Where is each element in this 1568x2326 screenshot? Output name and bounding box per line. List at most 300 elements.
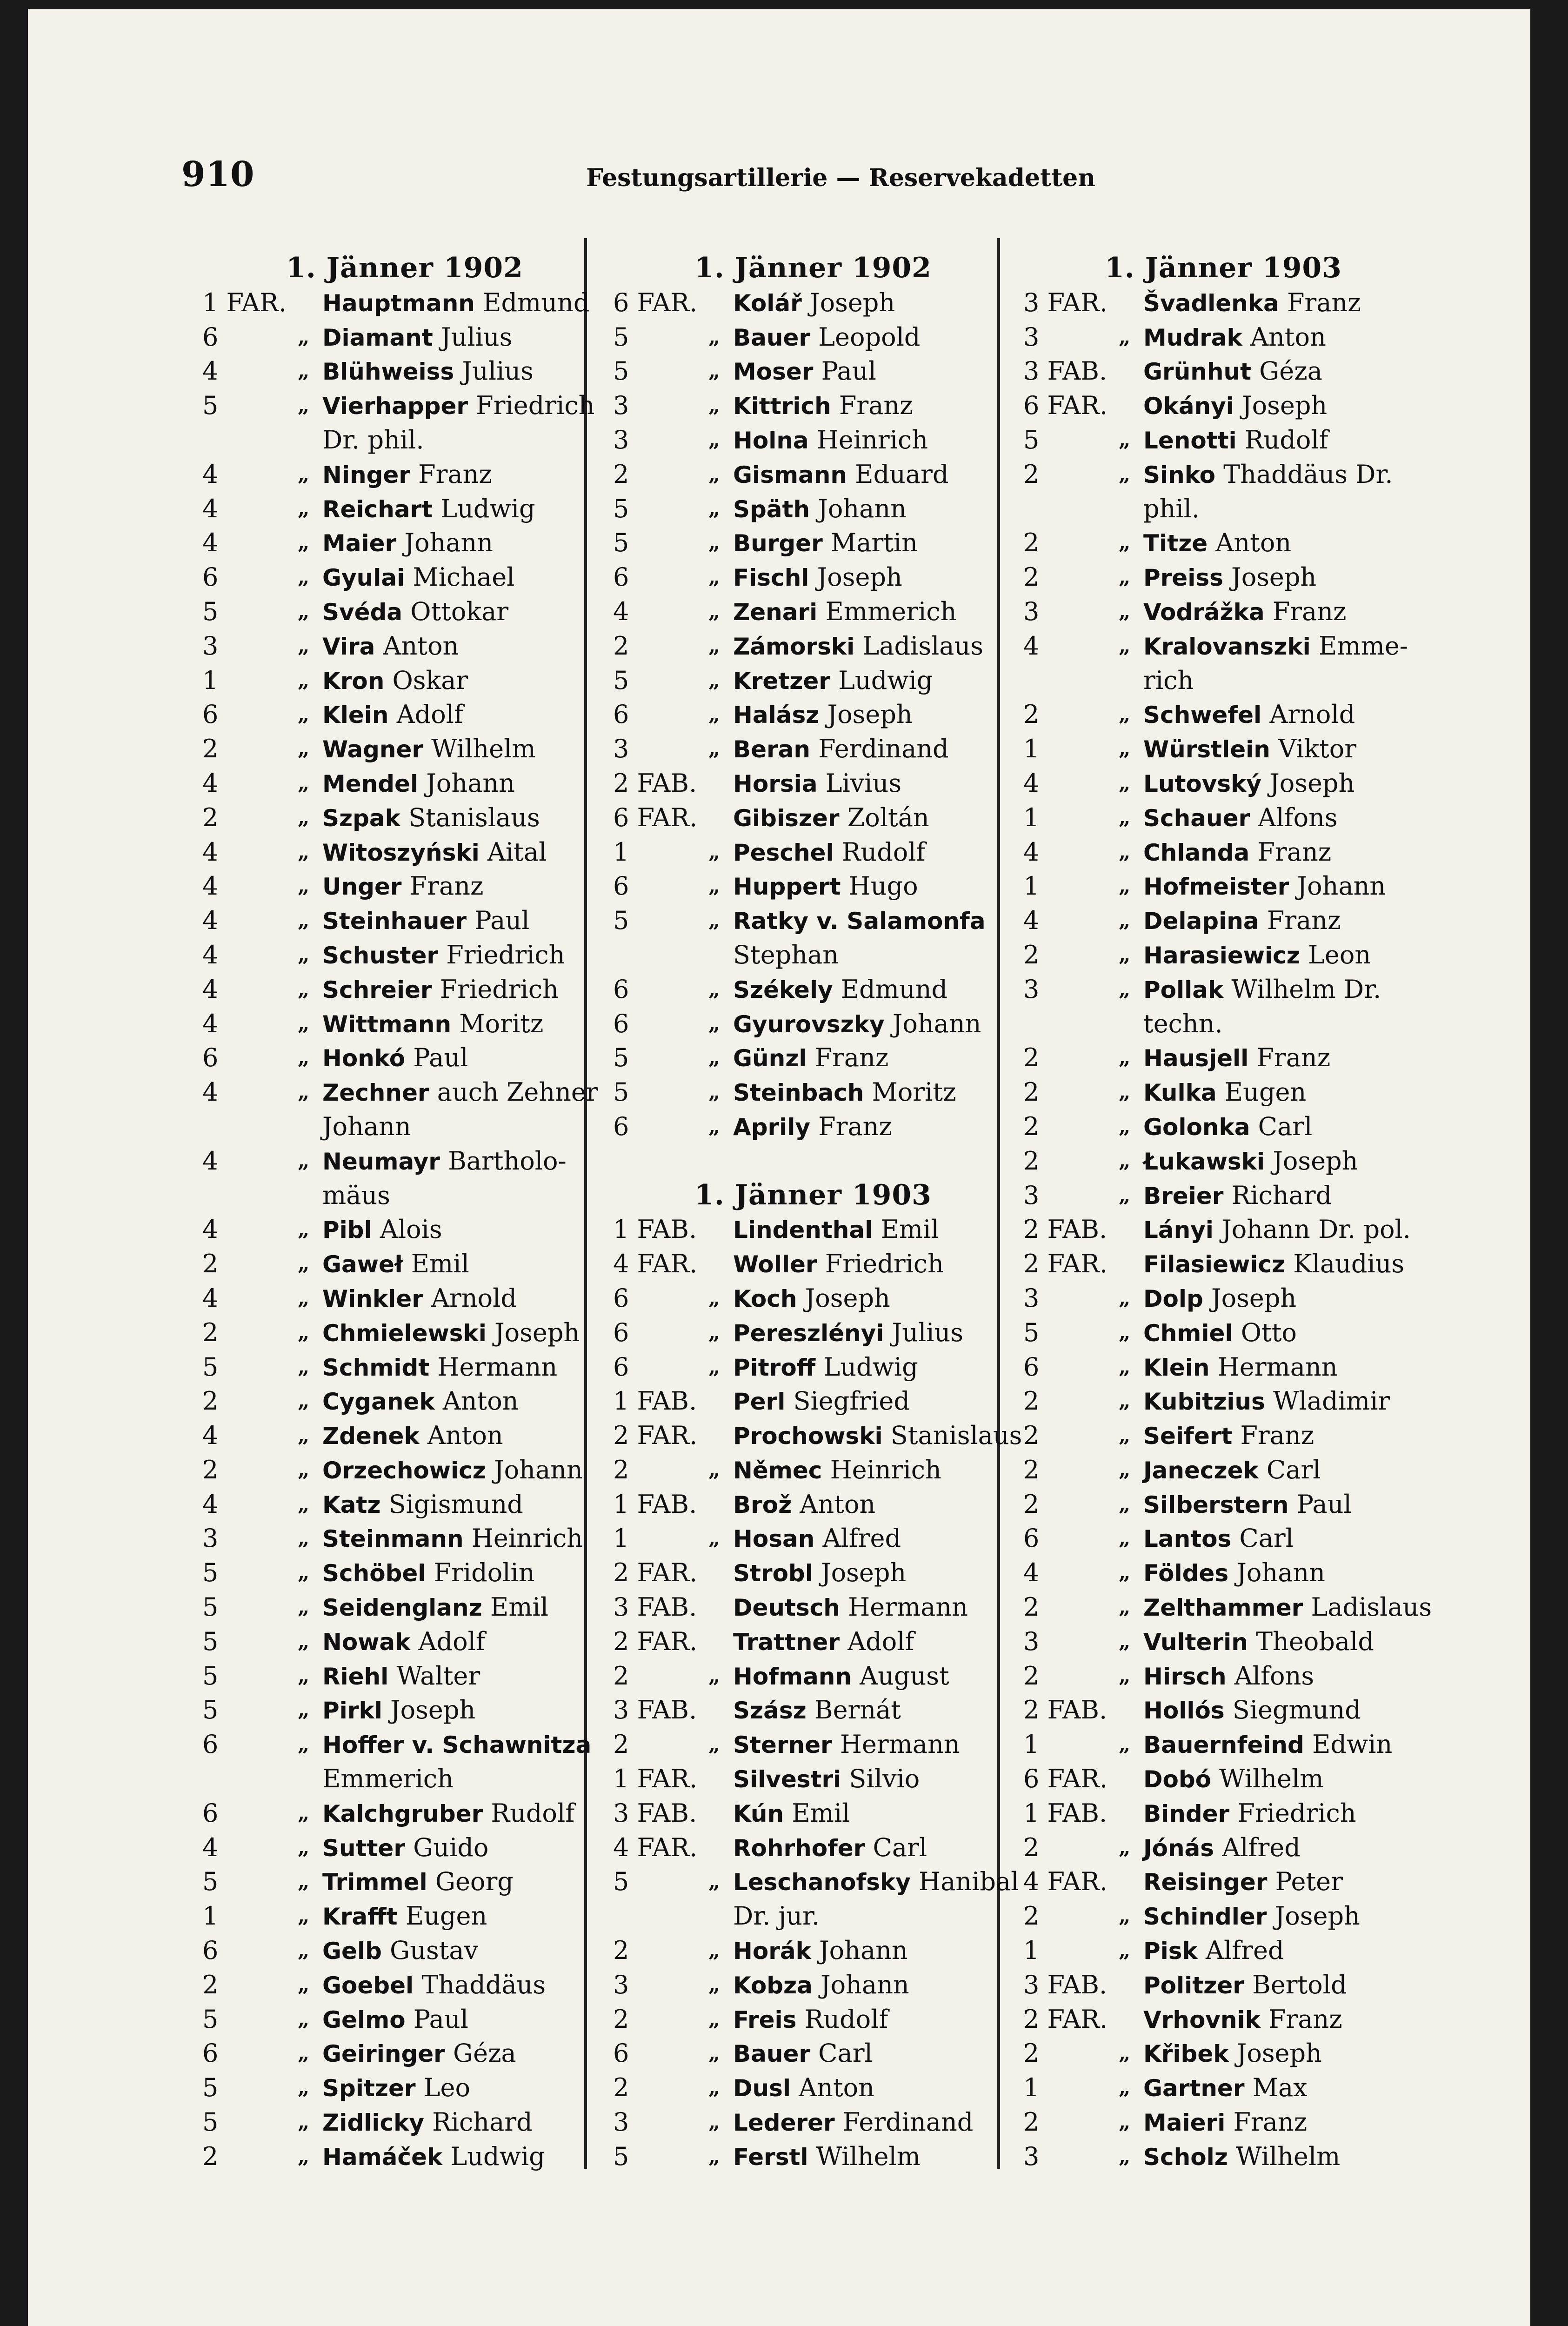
regiment-number: 2 — [1023, 1421, 1040, 1450]
person-name — [1143, 354, 1322, 389]
person-name — [322, 732, 536, 767]
ditto-mark: „ — [298, 1972, 310, 1997]
regiment-number: 6 — [613, 700, 629, 729]
regiment-number: 4 — [202, 356, 219, 386]
regiment-number: 2 FAR. — [1023, 1249, 1108, 1279]
surname: Lenotti — [1143, 427, 1237, 454]
regiment-number: 4 — [202, 1146, 219, 1176]
given-name: Johann — [1289, 871, 1386, 901]
person-name — [1143, 2071, 1308, 2106]
regiment-number: 2 — [1023, 1661, 1040, 1691]
given-name: Ludwig — [442, 2141, 545, 2171]
ditto-mark: „ — [1119, 2041, 1131, 2065]
list-item — [202, 766, 607, 801]
regiment-number: 1 — [1023, 871, 1040, 901]
surname: Blühweiss — [322, 358, 454, 386]
given-name: Ludwig — [433, 494, 535, 523]
surname: Reichart — [322, 495, 433, 523]
given-name: Johann — [1228, 1558, 1325, 1588]
given-name: Ottokar — [402, 596, 509, 626]
regiment-number: 6 — [202, 1936, 219, 1965]
surname: Horák — [733, 1938, 811, 1965]
ditto-mark: „ — [708, 1114, 721, 1138]
list-item — [613, 2036, 1013, 2071]
regiment-number: 2 — [1023, 1455, 1040, 1484]
person-name — [322, 457, 492, 493]
list-item — [1023, 2036, 1423, 2071]
ditto-mark: „ — [708, 394, 721, 418]
surname: Wagner — [322, 736, 424, 763]
regiment-number: 4 — [1023, 631, 1040, 661]
surname: Halász — [733, 702, 820, 729]
ditto-mark: „ — [1119, 977, 1131, 1001]
surname: Lutovský — [1143, 770, 1261, 797]
given-name: Carl — [1258, 1455, 1321, 1484]
given-name: Heinrich — [463, 1524, 583, 1553]
given-name: Carl — [1231, 1524, 1294, 1553]
list-item — [202, 1350, 607, 1384]
ditto-mark: „ — [708, 428, 721, 452]
given-name: Hermann — [1209, 1352, 1338, 1382]
surname: Kretzer — [733, 667, 830, 695]
ditto-mark: „ — [298, 2110, 310, 2134]
ditto-mark: „ — [298, 1835, 310, 1859]
given-name: Martin — [822, 528, 918, 558]
list-item — [202, 1418, 607, 1453]
person-name — [322, 1144, 567, 1179]
person-name — [733, 629, 983, 664]
surname: Lantos — [1143, 1525, 1232, 1553]
document-page — [28, 9, 1530, 2326]
list-item — [1023, 1521, 1423, 1556]
list-item — [1023, 286, 1423, 320]
person-name — [322, 1899, 487, 1934]
given-name: Johann — [486, 1455, 583, 1484]
surname: Harasiewicz — [1143, 942, 1300, 969]
list-item — [202, 595, 607, 629]
ditto-mark: „ — [1119, 1938, 1131, 1963]
person-name — [1143, 526, 1291, 561]
list-item — [613, 457, 1013, 492]
list-item — [202, 2139, 607, 2174]
regiment-number: 5 — [202, 2073, 219, 2103]
person-name — [1143, 1453, 1321, 1488]
person-name — [1143, 320, 1326, 355]
ditto-mark: „ — [298, 840, 310, 864]
list-item — [613, 1659, 1013, 1693]
person-name — [1143, 1624, 1374, 1660]
given-name: Géza — [445, 2039, 516, 2068]
ditto-mark: „ — [298, 1870, 310, 1894]
given-name: Klaudius — [1285, 1249, 1405, 1279]
surname: Pitroff — [733, 1354, 816, 1381]
list-item — [613, 1418, 1022, 1453]
list-item — [202, 1727, 607, 1762]
person-name — [322, 1693, 475, 1728]
surname: Schreier — [322, 976, 432, 1003]
surname: Goebel — [322, 1972, 414, 1999]
regiment-number: 5 — [202, 2004, 219, 2034]
surname: Schindler — [1143, 1903, 1267, 1931]
person-name — [322, 1796, 574, 1831]
given-name: Bartholo- — [440, 1146, 567, 1176]
ditto-mark: „ — [1119, 840, 1131, 864]
given-name: Carl — [1250, 1111, 1313, 1141]
person-name — [733, 766, 901, 802]
person-name — [1143, 1693, 1361, 1728]
list-item — [202, 1590, 607, 1624]
regiment-number: 5 — [613, 528, 629, 558]
surname: Silberstern — [1143, 1491, 1289, 1518]
given-name: Peter — [1267, 1867, 1343, 1897]
given-name: Anton — [419, 1421, 503, 1450]
person-name — [1143, 766, 1354, 802]
given-name: Johann — [811, 1936, 908, 1965]
entry-continuation — [202, 1110, 607, 1144]
regiment-number: 2 FAR. — [1023, 2004, 1108, 2034]
given-name: Franz — [1248, 1043, 1331, 1073]
ditto-mark: „ — [1119, 1629, 1131, 1653]
list-item — [1023, 869, 1423, 903]
surname: Horsia — [733, 770, 818, 797]
list-item — [1023, 1933, 1423, 1968]
person-name — [322, 1007, 543, 1042]
ditto-mark: „ — [708, 599, 721, 623]
surname: Gartner — [1143, 2075, 1245, 2102]
list-item — [202, 1007, 607, 1041]
given-name: Silvio — [841, 1764, 920, 1794]
surname: Kubitzius — [1143, 1388, 1265, 1416]
given-name: Anton — [792, 1489, 876, 1519]
given-name: Adolf — [839, 1626, 914, 1656]
surname: Bauer — [733, 2040, 811, 2068]
ditto-mark: „ — [298, 737, 310, 761]
list-item — [202, 1453, 607, 1487]
surname: Koch — [733, 1285, 797, 1312]
ditto-mark: „ — [1119, 1114, 1131, 1138]
person-name — [733, 354, 876, 389]
ditto-mark: „ — [708, 2076, 721, 2100]
ditto-mark: „ — [708, 668, 721, 692]
surname: Woller — [733, 1251, 817, 1278]
ditto-mark: „ — [298, 702, 310, 727]
list-item — [613, 2139, 1013, 2174]
person-name — [1143, 903, 1341, 939]
surname: Katz — [322, 1491, 381, 1518]
person-name — [733, 286, 895, 321]
person-name — [733, 1041, 888, 1076]
surname: Gismann — [733, 461, 847, 488]
surname: Maieri — [1143, 2109, 1226, 2137]
list-item — [613, 1075, 1013, 1110]
regiment-number: 4 FAR. — [613, 1249, 698, 1279]
surname: Chmielewski — [322, 1319, 487, 1347]
surname: Brož — [733, 1491, 792, 1518]
ditto-mark: „ — [298, 1217, 310, 1242]
list-item — [1023, 1831, 1423, 1865]
person-name — [733, 560, 902, 595]
regiment-number: 6 — [202, 562, 219, 592]
surname: Delapina — [1143, 908, 1259, 935]
given-name: Max — [1244, 2073, 1308, 2103]
regiment-number: 2 — [202, 802, 219, 832]
given-name: Wilhelm — [423, 734, 536, 764]
given-name: Gustav — [381, 1936, 479, 1965]
person-name — [733, 1933, 908, 1969]
person-name — [322, 526, 493, 561]
given-name: Thaddäus — [414, 1970, 546, 1999]
ditto-mark: „ — [1119, 1835, 1131, 1859]
surname: Kron — [322, 667, 385, 695]
given-name: Joseph — [1223, 562, 1317, 592]
surname: Witoszyński — [322, 839, 480, 866]
person-name — [322, 286, 589, 321]
given-name: Hermann — [429, 1352, 558, 1382]
ditto-mark: „ — [298, 1904, 310, 1928]
person-name — [322, 801, 540, 836]
ditto-mark: „ — [298, 531, 310, 555]
person-name — [1143, 938, 1371, 973]
given-name: Hanibal — [910, 1867, 1019, 1897]
regiment-number: 6 — [613, 1283, 629, 1313]
ditto-mark: „ — [298, 805, 310, 829]
given-name: Leon — [1300, 940, 1371, 969]
regiment-number: 3 — [1023, 322, 1040, 352]
person-name — [1143, 1762, 1323, 1797]
continuation-text: Emmerich — [322, 1764, 454, 1794]
surname: Sutter — [322, 1834, 405, 1862]
person-name — [733, 1110, 892, 1145]
person-name — [322, 2105, 533, 2140]
surname: Würstlein — [1143, 736, 1270, 763]
ditto-mark: „ — [298, 909, 310, 933]
regiment-number: 2 FAR. — [613, 1626, 698, 1656]
ditto-mark: „ — [1119, 325, 1131, 349]
regiment-number: 2 — [1023, 1901, 1040, 1931]
surname: Dusl — [733, 2075, 791, 2102]
section-heading: 1. Jänner 1903 — [1105, 252, 1342, 284]
list-item — [1023, 1796, 1423, 1831]
regiment-number: 2 — [1023, 1592, 1040, 1622]
ditto-mark: „ — [1119, 428, 1131, 452]
list-item — [1023, 1590, 1432, 1624]
surname: Vulterin — [1143, 1628, 1248, 1656]
ditto-mark: „ — [708, 840, 721, 864]
person-name — [733, 1487, 875, 1523]
person-name — [1143, 1041, 1330, 1076]
list-item — [613, 286, 1013, 320]
ditto-mark: „ — [1119, 531, 1131, 555]
ditto-mark: „ — [298, 359, 310, 383]
given-name: Julius — [884, 1317, 963, 1347]
regiment-number: 4 FAR. — [613, 1832, 698, 1862]
given-name: Adolf — [410, 1626, 485, 1656]
given-name: Emil — [873, 1215, 939, 1244]
list-item — [613, 1968, 1013, 2002]
given-name: Joseph — [1203, 1283, 1297, 1313]
regiment-number: 5 — [202, 1352, 219, 1382]
person-name — [322, 1075, 598, 1110]
person-name — [1143, 1933, 1284, 1969]
person-name — [1143, 732, 1356, 767]
given-name: Paul — [1288, 1489, 1352, 1519]
person-name — [733, 732, 949, 767]
given-name: Joseph — [809, 562, 902, 592]
given-name: Joseph — [797, 1283, 890, 1313]
regiment-number: 2 — [1023, 700, 1040, 729]
given-name: Edmund — [474, 287, 590, 317]
list-item — [202, 320, 607, 354]
given-name: Wilhelm — [1211, 1764, 1324, 1794]
surname: Wittmann — [322, 1010, 452, 1038]
surname: Křibek — [1143, 2040, 1229, 2068]
surname: Unger — [322, 873, 402, 901]
surname: Leschanofsky — [733, 1869, 911, 1896]
person-name — [1143, 1212, 1411, 1248]
entry-continuation — [613, 938, 1013, 972]
person-name — [322, 595, 508, 630]
person-name — [733, 457, 949, 493]
regiment-number: 5 — [202, 2107, 219, 2137]
regiment-number: 1 FAR. — [613, 1764, 698, 1794]
surname: Chmiel — [1143, 1319, 1233, 1347]
regiment-number: 5 — [202, 1626, 219, 1656]
regiment-number: 2 — [1023, 2039, 1040, 2068]
list-item — [1023, 354, 1423, 388]
list-item — [613, 492, 1013, 526]
regiment-number: 2 — [613, 1936, 629, 1965]
list-item — [202, 1384, 607, 1418]
given-name: Aital — [479, 837, 547, 867]
given-name: Ladislaus — [1303, 1592, 1432, 1622]
ditto-mark: „ — [298, 1424, 310, 1448]
regiment-number: 1 — [202, 665, 219, 695]
given-name: Franz — [401, 871, 484, 901]
person-name — [1143, 286, 1361, 321]
person-name — [1143, 1144, 1358, 1179]
regiment-number: 3 — [202, 631, 219, 661]
given-name: Julius — [454, 356, 534, 386]
person-name — [1143, 1281, 1296, 1317]
given-name: Franz — [1249, 837, 1332, 867]
list-item — [202, 354, 607, 388]
regiment-number: 5 — [613, 322, 629, 352]
given-name: Wladimir — [1265, 1386, 1390, 1416]
surname: Kolář — [733, 289, 802, 317]
list-item — [613, 1212, 1013, 1247]
regiment-number: 3 — [613, 734, 629, 764]
surname: Späth — [733, 495, 810, 523]
regiment-number: 3 — [1023, 1626, 1040, 1656]
given-name: Oskar — [384, 665, 468, 695]
list-item — [613, 388, 1013, 423]
given-name: Bertold — [1244, 1970, 1347, 1999]
ditto-mark: „ — [1119, 1320, 1131, 1344]
given-name: Walter — [388, 1661, 480, 1691]
person-name — [733, 1796, 850, 1831]
list-item — [613, 629, 1013, 663]
surname: Preiss — [1143, 564, 1223, 592]
list-item — [613, 1007, 1013, 1041]
regiment-number: 1 — [1023, 1730, 1040, 1759]
regiment-number: 4 — [1023, 768, 1040, 798]
surname: Binder — [1143, 1800, 1230, 1827]
list-item — [202, 1487, 607, 1522]
regiment-number: 6 — [202, 2039, 219, 2068]
regiment-number: 5 — [202, 1867, 219, 1897]
list-item — [202, 938, 607, 972]
person-name — [1143, 595, 1346, 630]
list-item — [613, 1487, 1013, 1522]
regiment-number: 6 FAR. — [613, 802, 698, 832]
ditto-mark: „ — [298, 1320, 310, 1344]
given-name: Arnold — [423, 1283, 517, 1313]
surname: Hamáček — [322, 2143, 443, 2171]
given-name: Wilhelm Dr. — [1223, 974, 1381, 1004]
person-name — [1143, 1899, 1360, 1934]
surname: Reisinger — [1143, 1869, 1268, 1896]
surname: Rohrhofer — [733, 1834, 865, 1862]
regiment-number: 5 — [202, 596, 219, 626]
regiment-number: 2 — [613, 1455, 629, 1484]
person-name — [1143, 423, 1328, 458]
surname: Honkó — [322, 1045, 406, 1072]
ditto-mark: „ — [298, 1526, 310, 1551]
surname: Klein — [1143, 1354, 1210, 1381]
surname: Gelb — [322, 1938, 382, 1965]
ditto-mark: „ — [1119, 1664, 1131, 1688]
ditto-mark: „ — [708, 531, 721, 555]
regiment-number: 3 — [613, 2107, 629, 2137]
regiment-number: 3 — [1023, 596, 1040, 626]
person-name — [733, 1384, 910, 1419]
list-item — [1023, 1693, 1423, 1727]
regiment-number: 1 FAR. — [202, 287, 287, 317]
surname: Gyurovszky — [733, 1010, 885, 1038]
given-name: Leo — [415, 2073, 471, 2103]
surname: Kalchgruber — [322, 1800, 483, 1827]
given-name: Wilhelm — [808, 2141, 921, 2171]
continuation-text: phil. — [1143, 494, 1200, 523]
surname: Mendel — [322, 770, 419, 797]
list-item — [613, 1521, 1013, 1556]
regiment-number: 2 — [613, 1730, 629, 1759]
ditto-mark: „ — [1119, 599, 1131, 623]
person-name — [322, 1556, 535, 1591]
regiment-number: 6 — [613, 1009, 629, 1038]
list-item — [613, 1933, 1013, 1968]
surname: Kralovanszki — [1143, 633, 1311, 660]
regiment-number: 6 — [613, 974, 629, 1004]
list-item — [613, 1865, 1019, 1899]
person-name — [1143, 1487, 1352, 1523]
regiment-number: 6 — [202, 700, 219, 729]
given-name: Géza — [1251, 356, 1322, 386]
ditto-mark: „ — [298, 1492, 310, 1516]
regiment-number: 4 — [202, 459, 219, 489]
given-name: Moritz — [864, 1077, 956, 1107]
person-name — [1143, 1727, 1392, 1763]
person-name — [1143, 629, 1408, 664]
column-1 — [202, 251, 607, 2174]
list-item — [202, 1659, 607, 1693]
given-name: Joseph — [1234, 391, 1328, 421]
given-name: Alfred — [1197, 1936, 1284, 1965]
list-item — [202, 1933, 607, 1968]
surname: Trattner — [733, 1628, 840, 1656]
person-name — [733, 1453, 941, 1488]
regiment-number: 5 — [613, 2141, 629, 2171]
